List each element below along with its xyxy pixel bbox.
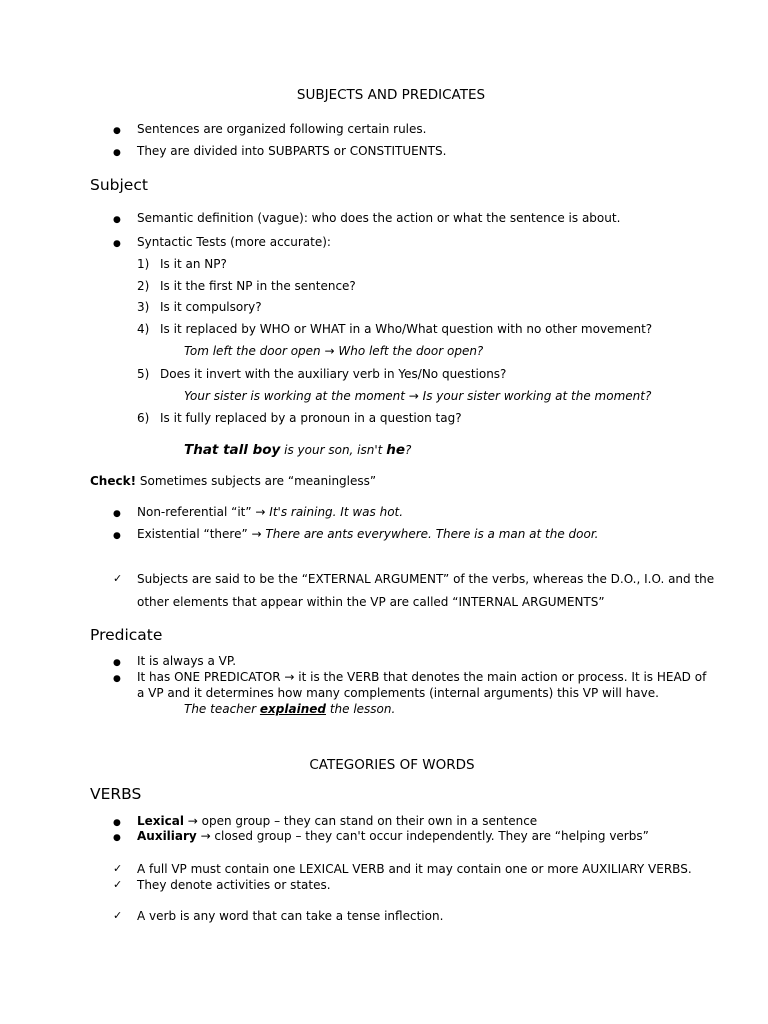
meaningless-example: It's raining. It was hot. xyxy=(269,505,404,519)
test-number: 1) xyxy=(137,257,150,271)
check-icon: ✓ xyxy=(113,909,123,922)
verb-type-text: → closed group – they can't occur independently. They are “helping verbs” xyxy=(196,829,649,843)
bullet-icon: ● xyxy=(113,658,121,668)
predicate-bullet-text: a VP and it determines how many complements (internal arguments) this VP will have. xyxy=(137,686,659,700)
meaningless-label: Existential “there” → xyxy=(137,527,266,541)
check-label: Check! xyxy=(90,474,137,488)
example-text: ? xyxy=(404,443,412,457)
test-text: Is it fully replaced by a pronoun in a question tag? xyxy=(160,411,462,425)
meaningless-item xyxy=(137,505,403,519)
meaningless-example: There are ants everywhere. There is a man at the door. xyxy=(265,527,599,541)
check-note xyxy=(90,474,376,488)
verb-fact: They denote activities or states. xyxy=(137,878,331,892)
verb-type-text: → open group – they can stand on their own in a sentence xyxy=(183,814,538,828)
intro-bullet-text: They are divided into SUBPARTS or CONSTITUENTS. xyxy=(137,144,447,158)
predicate-bullet-text: It has ONE PREDICATOR → it is the VERB that denotes the main action or process. It is HEAD of xyxy=(137,670,707,684)
predicate-bullet-text: It is always a VP. xyxy=(137,654,237,668)
example-sentence: Tom left the door open → Who left the door open? xyxy=(184,344,484,358)
predicate-example xyxy=(184,702,395,716)
meaningless-label: Non-referential “it” → xyxy=(137,505,270,519)
test-number: 6) xyxy=(137,411,150,425)
bullet-icon: ● xyxy=(113,148,121,158)
bullet-icon: ● xyxy=(113,531,121,541)
argument-note-line: Subjects are said to be the “EXTERNAL ARGUMENT” of the verbs, whereas the D.O., I.O. and the xyxy=(137,572,715,586)
page-title: SUBJECTS AND PREDICATES xyxy=(296,87,486,103)
test-text: Is it the first NP in the sentence? xyxy=(160,279,356,293)
meaningless-item xyxy=(137,527,599,541)
verb-type-item xyxy=(137,829,649,843)
bullet-icon: ● xyxy=(113,126,121,136)
example-sentence: Your sister is working at the moment → Is your sister working at the moment? xyxy=(184,389,652,403)
verbs-heading: VERBS xyxy=(90,785,142,803)
intro-bullet-text: Sentences are organized following certain rules. xyxy=(137,122,427,136)
test-text: Is it compulsory? xyxy=(160,300,262,314)
bullet-icon: ● xyxy=(113,509,121,519)
check-icon: ✓ xyxy=(113,572,123,585)
bullet-icon: ● xyxy=(113,674,121,684)
bullet-icon: ● xyxy=(113,239,121,249)
check-icon: ✓ xyxy=(113,878,123,891)
example-text: is your son, isn't xyxy=(280,443,387,457)
test-text: Does it invert with the auxiliary verb in Yes/No questions? xyxy=(160,367,507,381)
predicate-heading: Predicate xyxy=(90,626,163,644)
section-title: CATEGORIES OF WORDS xyxy=(309,757,475,773)
bullet-icon: ● xyxy=(113,833,121,843)
example-bold: he xyxy=(386,442,405,458)
subject-bullet-text: Syntactic Tests (more accurate): xyxy=(137,235,331,249)
verb-type-label: Lexical xyxy=(137,814,184,828)
verb-fact: A verb is any word that can take a tense inflection. xyxy=(137,909,444,923)
argument-note-line: other elements that appear within the VP are called “INTERNAL ARGUMENTS” xyxy=(137,595,605,609)
verb-fact: A full VP must contain one LEXICAL VERB and it may contain one or more AUXILIARY VERBS. xyxy=(137,862,692,876)
test-number: 2) xyxy=(137,279,150,293)
test-number: 5) xyxy=(137,367,150,381)
test-number: 3) xyxy=(137,300,150,314)
check-text: Sometimes subjects are “meaningless” xyxy=(136,474,377,488)
test-text: Is it replaced by WHO or WHAT in a Who/What question with no other movement? xyxy=(160,322,653,336)
test-text: Is it an NP? xyxy=(160,257,227,271)
verb-type-label: Auxiliary xyxy=(137,829,197,843)
test-number: 4) xyxy=(137,322,150,336)
subject-bullet-text: Semantic definition (vague): who does the action or what the sentence is about. xyxy=(137,211,621,225)
bullet-icon: ● xyxy=(113,215,121,225)
example-text: the lesson. xyxy=(326,702,396,716)
question-tag-example xyxy=(184,442,411,458)
bullet-icon: ● xyxy=(113,818,121,828)
check-icon: ✓ xyxy=(113,862,123,875)
example-verb: explained xyxy=(259,702,326,716)
verb-type-item xyxy=(137,814,537,828)
subject-heading: Subject xyxy=(90,176,148,194)
example-bold: That tall boy xyxy=(184,442,281,458)
example-text: The teacher xyxy=(184,702,260,716)
